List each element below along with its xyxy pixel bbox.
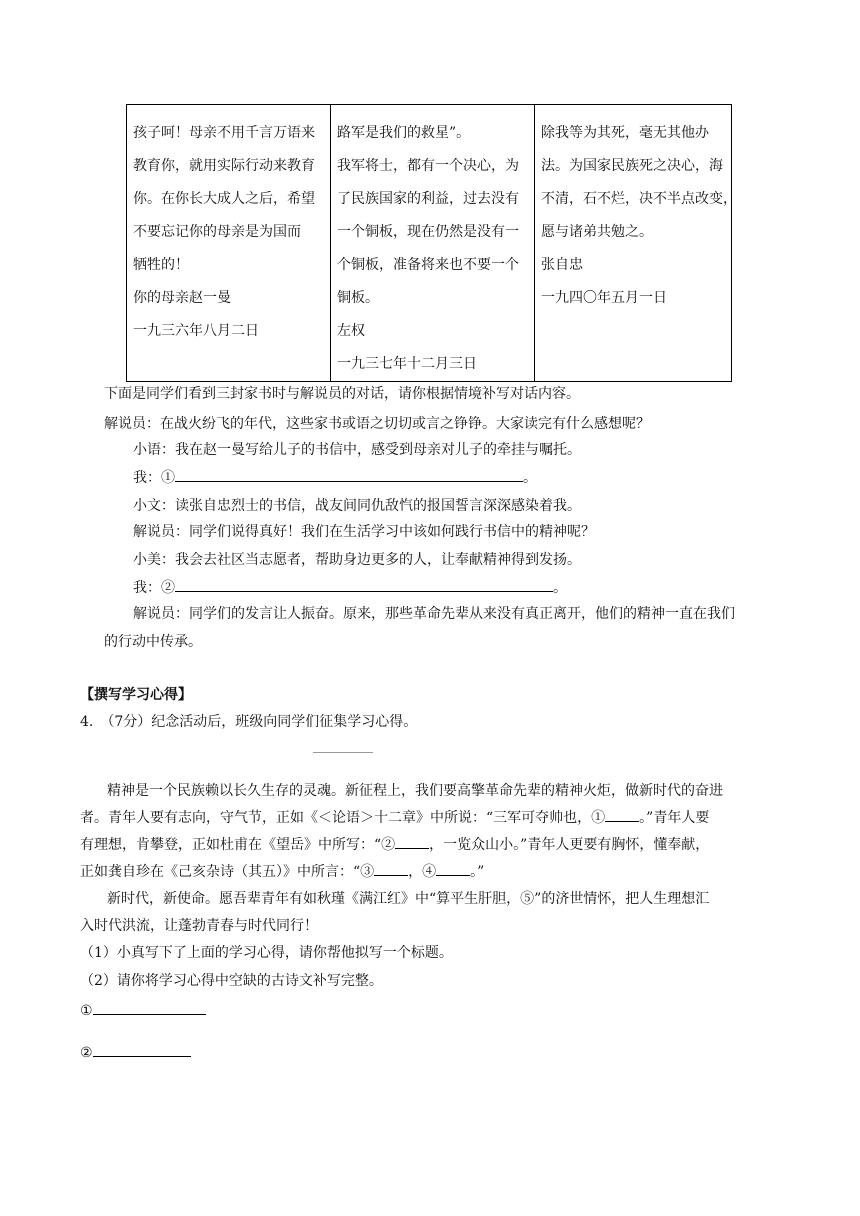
essay-blank-1[interactable]	[605, 807, 639, 822]
letter-line: 个铜板，准备将来也不要一个	[337, 257, 519, 273]
letter-line: 了民族国家的利益，过去没有	[337, 191, 519, 207]
dialogue-line: 小语：我在赵一曼写给儿子的书信中，感受到母亲对儿子的牵挂与嘱托。	[133, 442, 581, 458]
essay-blank-4[interactable]	[436, 861, 470, 876]
question-4: 4. （7分）纪念活动后，班级向同学们征集学习心得。	[80, 714, 418, 730]
task-answer-blank-1[interactable]	[93, 1000, 206, 1015]
essay-text: 者。青年人要有志向，守气节，正如《＜论语＞十二章》中所说：“三军可夺帅也，①	[80, 810, 606, 826]
letter-line: 法。为国家民族死之决心，海	[541, 158, 723, 174]
letter-line: 你。在你长大成人之后，希望	[133, 191, 315, 207]
essay-text: 有理想，肯攀登，正如杜甫在《望岳》中所写：“②	[80, 837, 396, 853]
letter-zhao-yiman	[127, 105, 331, 382]
letter-line: 牺牲的！	[133, 257, 189, 273]
task-answer-1	[80, 1000, 206, 1019]
task-answer-blank-2[interactable]	[93, 1042, 191, 1057]
letter-line: 孩子呵！母亲不用千言万语来	[133, 125, 315, 141]
answer-prefix: ②	[80, 1045, 93, 1061]
letter-line: 一个铜板，现在仍然是没有一	[337, 224, 519, 240]
essay-text: 正如龚自珍在《己亥杂诗（其五）》中所言：“③	[80, 864, 375, 880]
letter-line: 教育你，就用实际行动来教育	[133, 158, 315, 174]
essay-text: 。”	[470, 864, 485, 880]
divider	[313, 752, 373, 753]
letter-signature: 左权	[337, 323, 365, 339]
task-1: （1）小真写下了上面的学习心得，请你帮他拟写一个标题。	[80, 945, 453, 961]
dialogue-line: 的行动中传承。	[104, 634, 202, 650]
letter-line: 愿与诸弟共勉之。	[541, 224, 653, 240]
answer-prefix: 我：①	[133, 470, 175, 486]
essay-blank-3[interactable]	[374, 861, 408, 876]
letter-line: 我军将士，都有一个决心，为	[337, 158, 519, 174]
essay-line: 精神是一个民族赖以长久生存的灵魂。新征程上，我们要高擎革命先辈的精神火炬，做新时代的奋进	[107, 783, 723, 799]
answer-suffix: 。	[523, 470, 537, 486]
letter-zuo-quan	[331, 105, 535, 382]
essay-line	[80, 834, 709, 854]
letter-zhang-zizhong	[535, 105, 737, 382]
answer-suffix: 。	[553, 580, 567, 596]
task-2: （2）请你将学习心得中空缺的古诗文补写完整。	[80, 973, 383, 989]
essay-line	[80, 861, 484, 881]
essay-line: 新时代，新使命。愿吾辈青年有如秋瑾《满江红》中“算平生肝胆，⑤”的济世情怀，把人生理想汇	[107, 891, 710, 907]
letters-table	[126, 104, 737, 382]
essay-line	[80, 807, 709, 827]
dialogue-line: 解说员：同学们的发言让人振奋。原来，那些革命先辈从来没有真正离开，他们的精神一直在我们	[133, 606, 735, 622]
letter-line: 不要忘记你的母亲是为国而	[133, 224, 301, 240]
letter-line: 不清，石不烂，决不半点改变，	[541, 191, 737, 207]
letter-line: 铜板。	[337, 290, 379, 306]
letter-date: 一九四〇年五月一日	[541, 290, 667, 306]
letter-date: 一九三七年十二月三日	[337, 356, 477, 372]
answer-line-1	[133, 467, 537, 487]
dialogue-line: 解说员：在战火纷飞的年代，这些家书或语之切切或言之铮铮。大家读完有什么感想呢？	[104, 416, 650, 432]
dialogue-line: 解说员：同学们说得真好！我们在生活学习中该如何践行书信中的精神呢？	[133, 524, 595, 540]
dialogue-intro: 下面是同学们看到三封家书时与解说员的对话，请你根据情境补写对话内容。	[104, 386, 580, 402]
dialogue-line: 小文：读张自忠烈士的书信，战友间同仇敌忾的报国誓言深深感染着我。	[133, 498, 581, 514]
answer-prefix: ①	[80, 1003, 93, 1019]
letter-signature: 张自忠	[541, 257, 583, 273]
answer-prefix: 我：②	[133, 580, 175, 596]
answer-line-2	[133, 577, 567, 597]
answer-blank-1[interactable]	[175, 467, 523, 482]
dialogue-line: 小美：我会去社区当志愿者，帮助身边更多的人，让奉献精神得到发扬。	[133, 552, 581, 568]
answer-blank-2[interactable]	[175, 577, 553, 592]
task-answer-2	[80, 1042, 191, 1061]
essay-text: 。”青年人要	[639, 810, 710, 826]
letter-line: 路军是我们的救星”。	[337, 125, 471, 141]
section-heading: 【撰写学习心得】	[80, 687, 192, 703]
letter-date: 一九三六年八月二日	[133, 323, 259, 339]
essay-text: ，一览众山小。”青年人更要有胸怀，懂奉献，	[429, 837, 710, 853]
essay-text: ，④	[408, 864, 437, 880]
essay-line: 入时代洪流，让蓬勃青春与时代同行！	[80, 918, 318, 934]
letter-signature: 你的母亲赵一曼	[133, 290, 231, 306]
essay-blank-2[interactable]	[395, 834, 429, 849]
letter-line: 除我等为其死，毫无其他办	[541, 125, 709, 141]
